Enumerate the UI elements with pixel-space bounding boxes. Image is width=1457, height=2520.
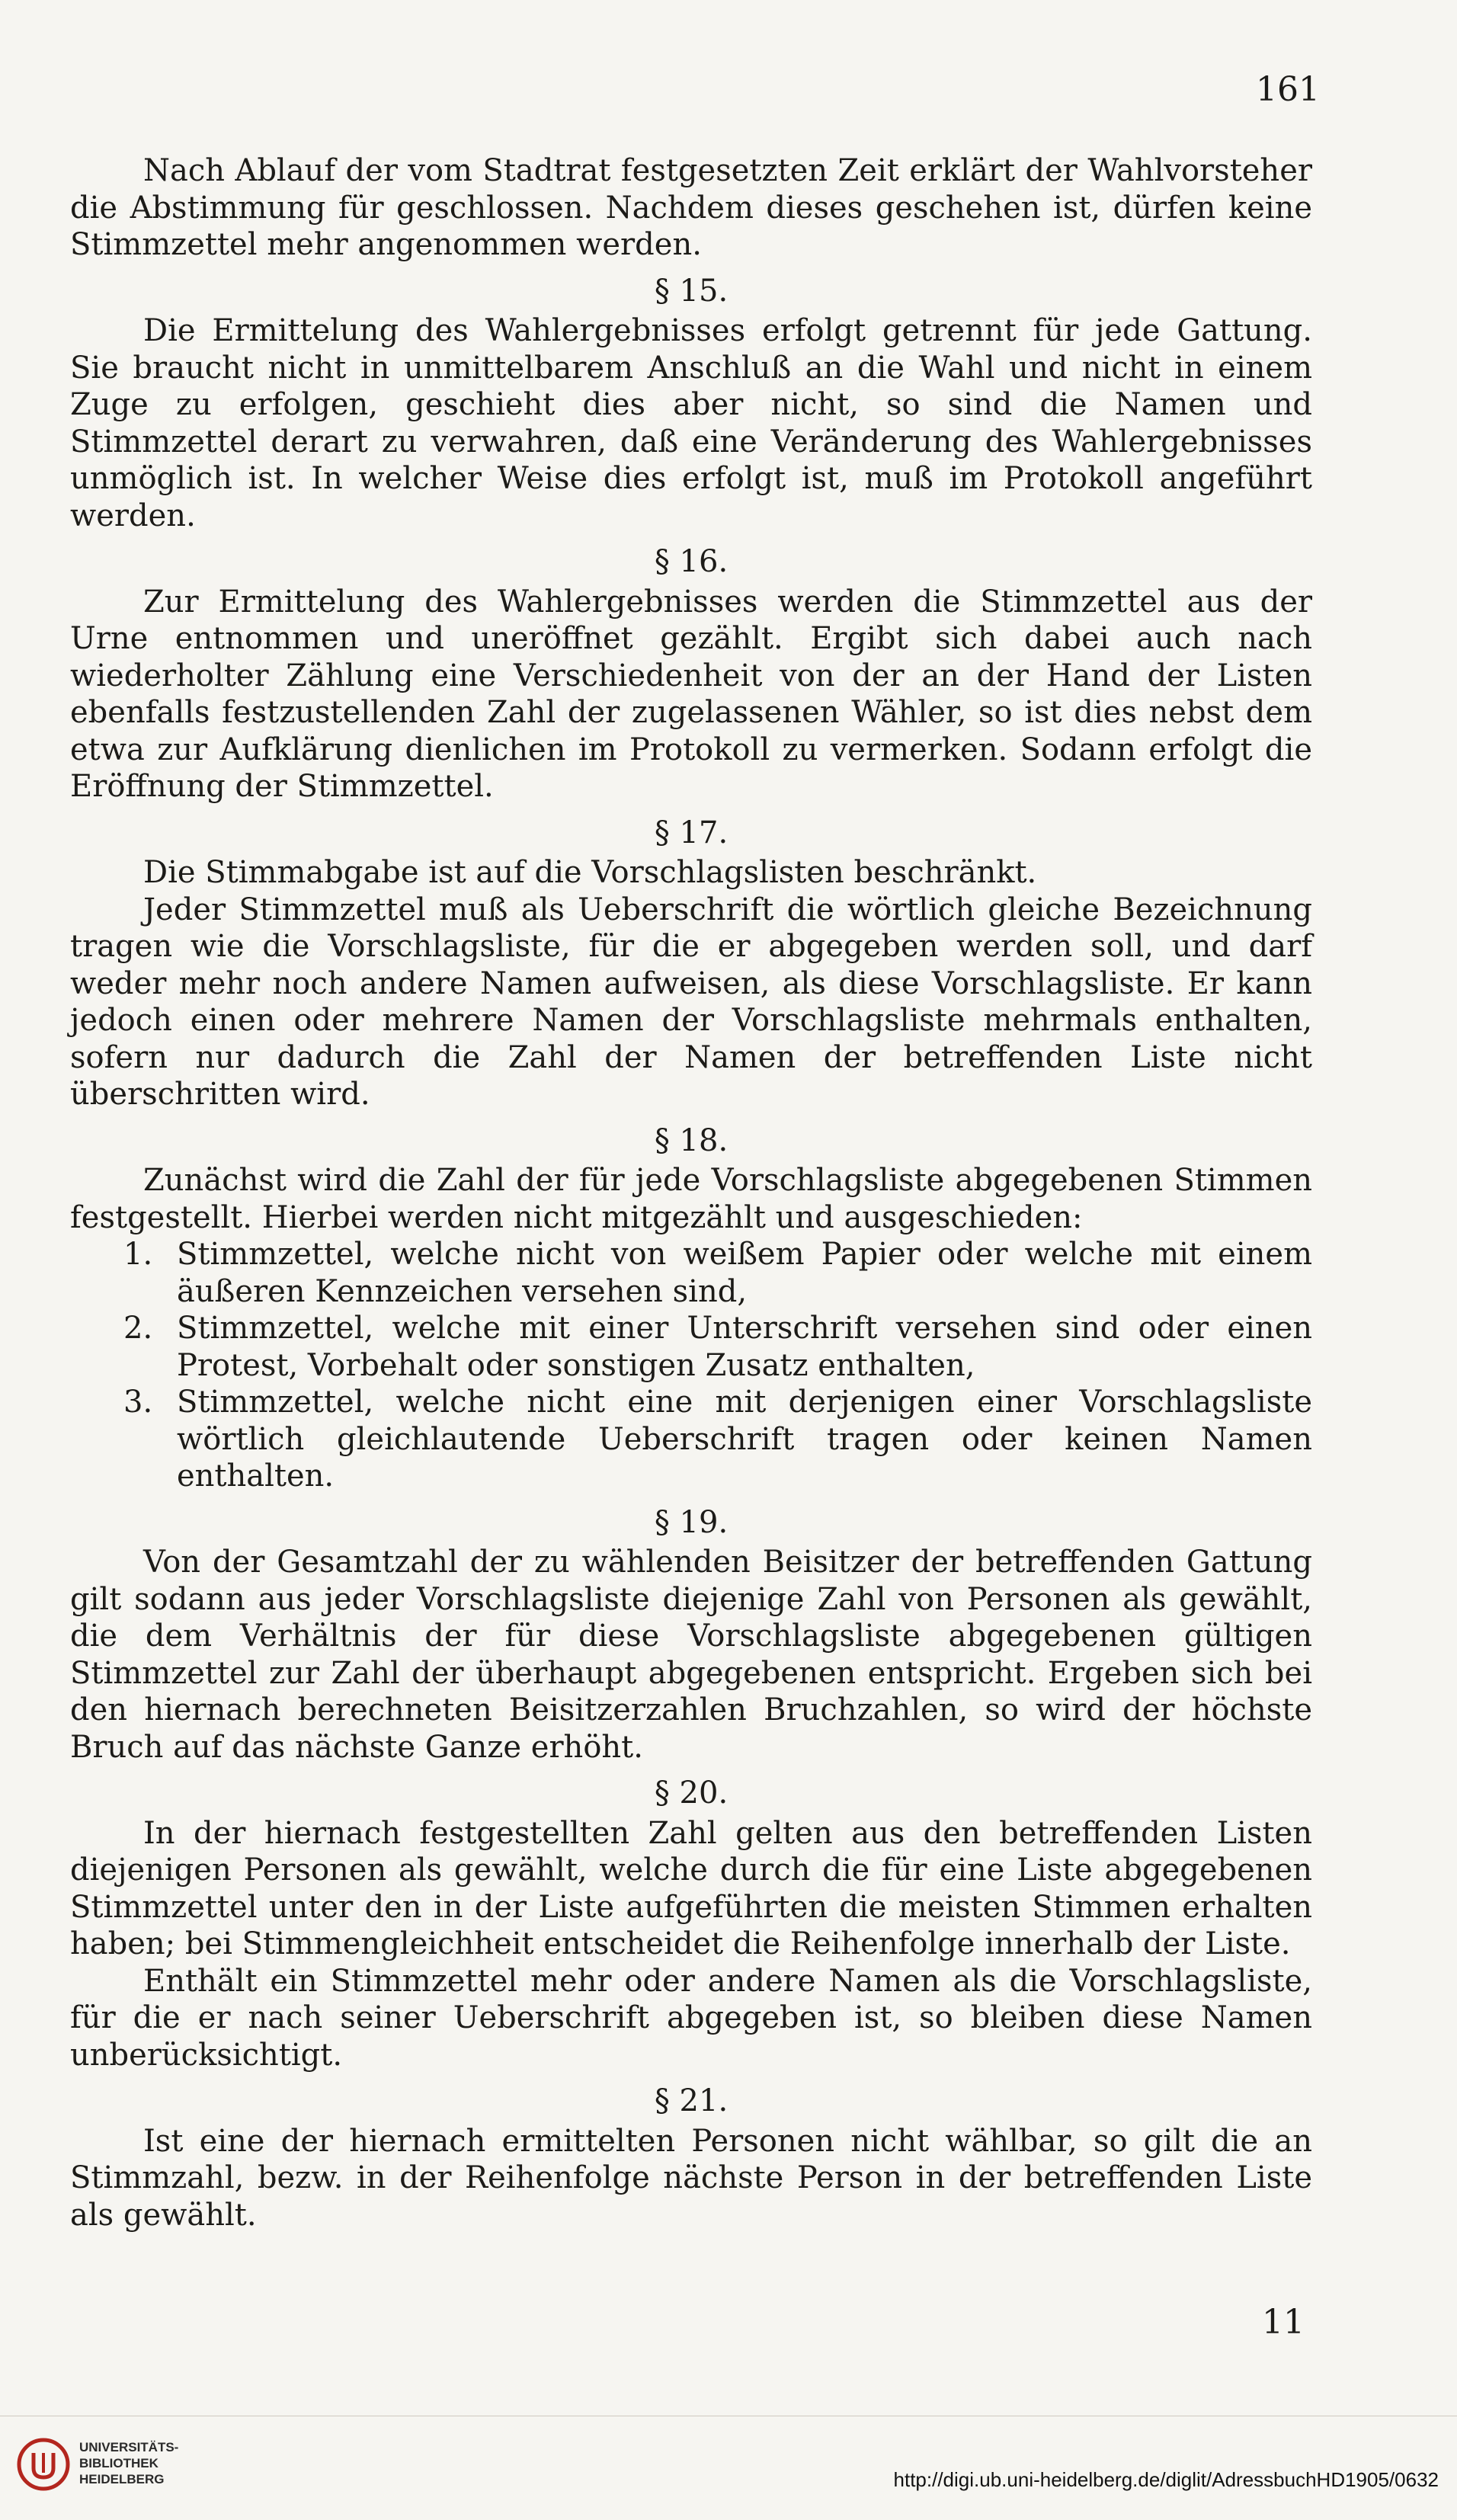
paragraph: Zur Ermittelung des Wahlergebnisses werden die Stimmzettel aus der Urne entnommen und uneröffnet gezählt. Ergibt sich dabei auch nach wiederholter Zählung eine Verschiedenheit von der an der Hand der Listen ebenfalls festzustellenden Zahl der zugelassenen Wähler, so ist dies nebst dem etwa zur Aufklärung dienlichen im Protokoll zu vermerken. Sodann erfolgt die Eröffnung der Stimmzettel. bbox=[70, 584, 1312, 804]
library-name-line: BIBLIOTHEK bbox=[79, 2456, 159, 2470]
list-item-number: 2. bbox=[123, 1311, 153, 1346]
document-body bbox=[70, 152, 1312, 2233]
sheet-signature: 11 bbox=[1262, 2303, 1305, 2342]
list-item-text: Stimmzettel, welche nicht von weißem Papier oder welche mit einem äußeren Kennzeichen versehen sind, bbox=[177, 1237, 1312, 1309]
section-heading: § 21. bbox=[654, 2083, 728, 2118]
list-item-text: Stimmzettel, welche mit einer Unterschrift versehen sind oder einen Protest, Vorbehalt oder sonstigen Zusatz enthalten, bbox=[177, 1311, 1312, 1383]
paragraph: Jeder Stimmzettel muß als Ueberschrift die wörtlich gleiche Bezeichnung tragen wie die Vorschlagsliste, für die er abgegeben werden soll, und darf weder mehr noch andere Namen aufweisen, als diese Vorschlagsliste. Er kann jedoch einen oder mehrere Namen der Vorschlagsliste mehrmals enthalten, sofern nur dadurch die Zahl der Namen der betreffenden Liste nicht überschritten wird. bbox=[70, 892, 1312, 1112]
paragraph: Die Stimmabgabe ist auf die Vorschlagslisten beschränkt. bbox=[143, 855, 1037, 890]
paragraph: Ist eine der hiernach ermittelten Personen nicht wählbar, so gilt die an Stimmzahl, bezw. in der Reihenfolge nächste Person in der betreffenden Liste als gewählt. bbox=[70, 2123, 1312, 2233]
library-name bbox=[79, 2439, 178, 2487]
list-item bbox=[70, 1310, 1312, 1384]
library-name-line: HEIDELBERG bbox=[79, 2472, 165, 2486]
section-heading: § 20. bbox=[654, 1776, 728, 1811]
list-item bbox=[70, 1236, 1312, 1310]
paragraph: Von der Gesamtzahl der zu wählenden Beisitzer der betreffenden Gattung gilt sodann aus jeder Vorschlagsliste diejenige Zahl von Personen als gewählt, die dem Verhältnis der für diese Vorschlagsliste abgegebenen gültigen Stimmzettel zur Zahl der überhaupt abgegebenen entspricht. Ergeben sich bei den hiernach berechneten Beisitzerzahlen Bruchzahlen, so wird der höchste Bruch auf das nächste Ganze erhöht. bbox=[70, 1545, 1312, 1765]
library-name-line: UNIVERSITÄTS- bbox=[79, 2440, 179, 2454]
section-heading: § 18. bbox=[654, 1122, 728, 1158]
list-item bbox=[70, 1384, 1312, 1495]
paragraph: In der hiernach festgestellten Zahl gelten aus den betreffenden Listen diejenigen Personen als gewählt, welche durch die für eine Liste abgegebenen Stimmzettel unter den in der Liste aufgeführten die meisten Stimmen erhalten haben; bei Stimmengleichheit entscheidet die Reihenfolge innerhalb der Liste. bbox=[70, 1815, 1312, 1961]
paragraph: Zunächst wird die Zahl der für jede Vorschlagsliste abgegebenen Stimmen festgestellt. Hierbei werden nicht mitgezählt und ausgeschieden: bbox=[70, 1163, 1312, 1235]
source-url-link[interactable]: http://digi.ub.uni-heidelberg.de/diglit/AdressbuchHD1905/0632 bbox=[893, 2468, 1439, 2491]
exclusion-list bbox=[70, 1236, 1312, 1495]
list-item-number: 1. bbox=[123, 1237, 153, 1272]
list-item-number: 3. bbox=[123, 1385, 153, 1420]
paragraph: Die Ermittelung des Wahlergebnisses erfolgt getrennt für jede Gattung. Sie braucht nicht in unmittelbarem Anschluß an die Wahl und nicht in einem Zuge zu erfolgen, geschieht dies aber nicht, so sind die Namen und Stimmzettel derart zu verwahren, daß eine Veränderung des Wahlergebnisses unmöglich ist. In welcher Weise dies erfolgt ist, muß im Protokoll angeführt werden. bbox=[70, 313, 1312, 533]
university-seal-icon[interactable] bbox=[17, 2438, 70, 2491]
section-heading: § 15. bbox=[654, 273, 728, 309]
section-heading: § 19. bbox=[654, 1504, 728, 1540]
page-number: 161 bbox=[1256, 70, 1320, 109]
list-item-text: Stimmzettel, welche nicht eine mit derjenigen einer Vorschlagsliste wörtlich gleichlautende Ueberschrift tragen oder keinen Namen enthalten. bbox=[177, 1385, 1312, 1494]
digitization-footer bbox=[0, 2416, 1457, 2520]
section-heading: § 16. bbox=[654, 544, 728, 579]
paragraph: Nach Ablauf der vom Stadtrat festgesetzten Zeit erklärt der Wahlvorsteher die Abstimmung für geschlossen. Nachdem dieses geschehen ist, dürfen keine Stimmzettel mehr angenommen werden. bbox=[70, 153, 1312, 262]
section-heading: § 17. bbox=[654, 815, 728, 850]
paragraph: Enthält ein Stimmzettel mehr oder andere Namen als die Vorschlagsliste, für die er nach seiner Ueberschrift abgegeben ist, so bleiben diese Namen unberücksichtigt. bbox=[70, 1963, 1312, 2073]
